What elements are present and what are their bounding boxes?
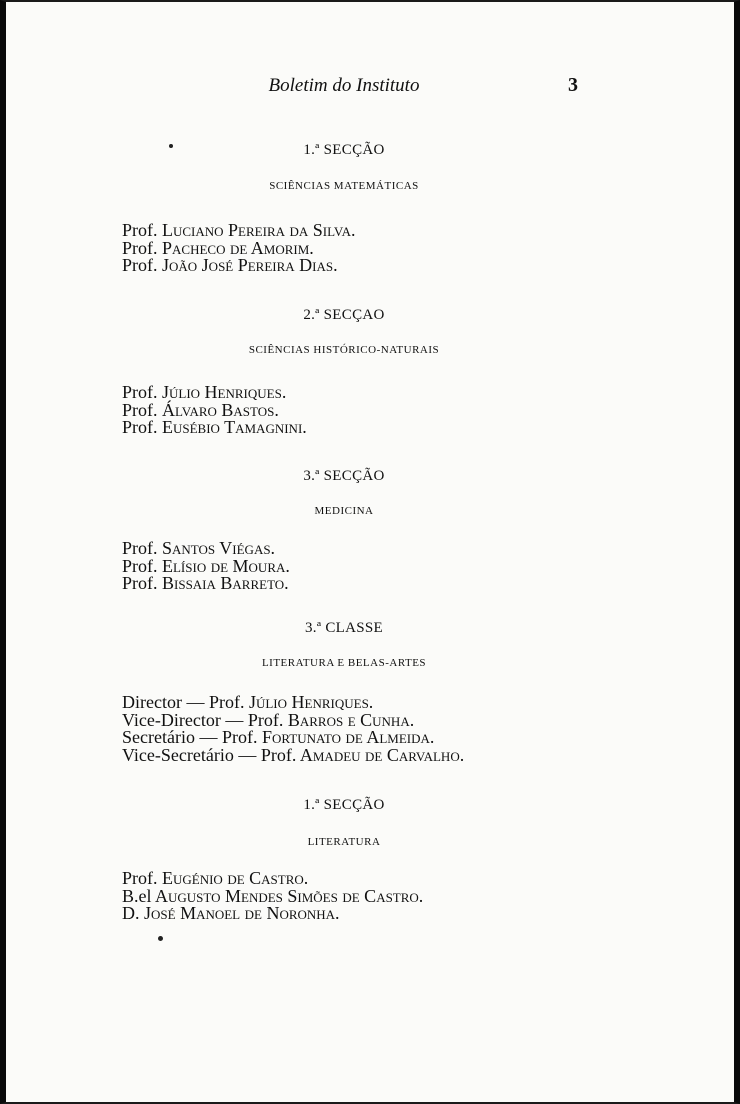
member-entry (122, 419, 307, 437)
officer-role: Vice-Director — Prof. (122, 709, 284, 730)
officer-role: Vice-Secretário — Prof. (122, 744, 297, 765)
running-header-title: Boletim do Instituto (268, 75, 420, 96)
member-name: João José Pereira Dias. (162, 255, 338, 275)
member-name: Luciano Pereira da Silva. (162, 220, 356, 240)
member-name: Eugénio de Castro. (162, 868, 309, 888)
member-title: Prof. (122, 555, 158, 576)
section-heading: 1.ª SECÇÃO (303, 142, 385, 158)
officer-entry (122, 744, 465, 765)
section-subheading: SCIÊNCIAS MATEMÁTICAS (269, 180, 419, 192)
member-name: Santos Viégas. (162, 538, 276, 558)
officer-name: Amadeu de Carvalho. (299, 744, 465, 765)
member-name: José Manoel de Noronha. (144, 903, 340, 923)
member-entry (122, 575, 290, 593)
officer-name: Júlio Henriques. (248, 692, 374, 712)
section-subheading: LITERATURA (307, 836, 381, 848)
class-heading: 3.ª CLASSE (305, 620, 383, 636)
member-list (122, 540, 290, 593)
member-name: Augusto Mendes Simões de Castro. (155, 885, 424, 906)
member-name: Álvaro Bastos. (162, 399, 279, 420)
section-heading: 3.ª SECÇÃO (303, 468, 385, 484)
member-name: Elísio de Moura. (162, 555, 290, 576)
member-title: D. (122, 903, 140, 923)
member-title: Prof. (122, 573, 158, 593)
officer-name: Barros e Cunha. (287, 709, 415, 730)
member-title: Prof. (122, 382, 158, 402)
member-name: Bissaia Barreto. (162, 573, 289, 593)
section-heading: 2.ª SECÇAO (303, 307, 385, 323)
member-title: Prof. (122, 399, 158, 420)
section-subheading: MEDICINA (314, 505, 374, 517)
page-number: 3 (568, 74, 578, 96)
member-title: B.el (122, 885, 152, 906)
member-list (122, 384, 307, 437)
section-heading: 1.ª SECÇÃO (303, 797, 385, 813)
member-name: Eusébio Tamagnini. (162, 417, 307, 437)
ink-speck (158, 936, 163, 941)
member-title: Prof. (122, 417, 158, 437)
member-title: Prof. (122, 255, 158, 275)
member-title: Prof. (122, 538, 158, 558)
member-entry (122, 905, 423, 923)
member-name: Pacheco de Amorim. (162, 237, 314, 258)
member-entry (122, 257, 355, 275)
member-list (122, 222, 355, 275)
member-list (122, 870, 423, 923)
officer-list (122, 694, 464, 764)
officer-name: Fortunato de Almeida. (261, 727, 435, 747)
member-title: Prof. (122, 220, 158, 240)
officer-role: Secretário — Prof. (122, 727, 258, 747)
section-subheading: SCIÊNCIAS HISTÓRICO-NATURAIS (248, 344, 440, 356)
member-name: Júlio Henriques. (162, 382, 287, 402)
member-title: Prof. (122, 237, 158, 258)
class-subheading: LITERATURA E BELAS-ARTES (261, 657, 427, 669)
officer-role: Director — Prof. (122, 692, 245, 712)
member-title: Prof. (122, 868, 158, 888)
